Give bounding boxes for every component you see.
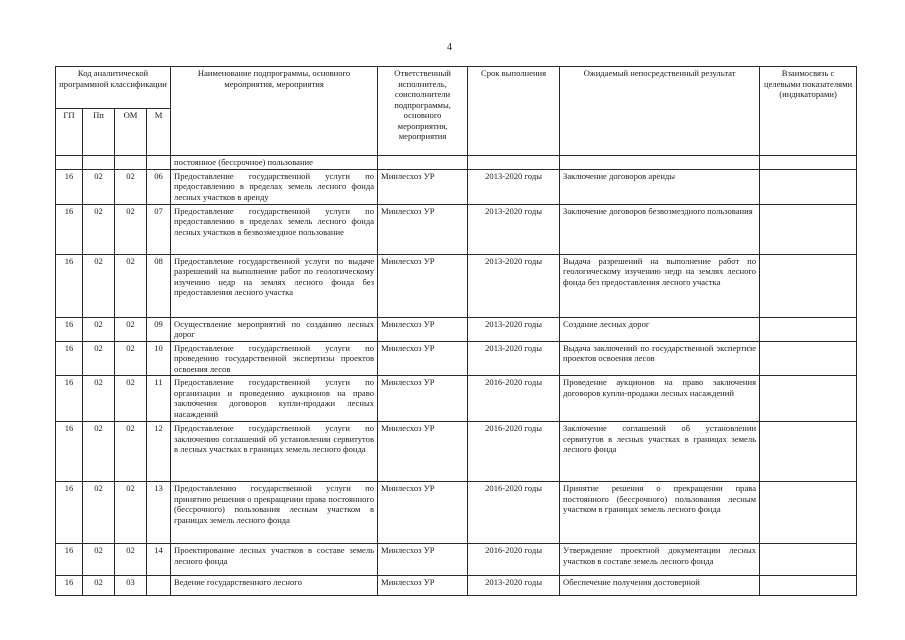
cont-result (560, 156, 760, 170)
cell-period: 2013-2020 годы (468, 317, 560, 341)
cell-period: 2016-2020 годы (468, 544, 560, 576)
cell-relation (760, 482, 857, 544)
table-row (56, 576, 857, 596)
cell-period: 2013-2020 годы (468, 576, 560, 596)
cell-m: 06 (147, 169, 171, 204)
cell-name: Проектирование лесных участков в составе земель лесного фонда (171, 544, 378, 576)
cell-relation (760, 341, 857, 376)
cell-pp: 02 (83, 341, 115, 376)
cell-gp: 16 (56, 376, 83, 422)
cell-gp: 16 (56, 254, 83, 317)
cell-gp: 16 (56, 204, 83, 254)
cell-result: Обеспечение получения достоверной (560, 576, 760, 596)
cont-om (115, 156, 147, 170)
cell-m: 13 (147, 482, 171, 544)
cell-executor: Минлесхоз УР (378, 544, 468, 576)
table-row (56, 422, 857, 482)
cell-m: 12 (147, 422, 171, 482)
cell-om: 02 (115, 169, 147, 204)
cont-gp (56, 156, 83, 170)
header-period: Срок выполнения (468, 67, 560, 156)
header-code-group: Код аналитической программной классификации (56, 67, 171, 109)
cell-executor: Минлесхоз УР (378, 376, 468, 422)
cell-name: Предоставление государственной услуги по предоставлению в пределах земель лесного фонда лесных участков в аренду (171, 169, 378, 204)
cell-gp: 16 (56, 576, 83, 596)
cell-name: Предоставление государственной услуги по проведению государственной экспертизы проектов освоения лесов (171, 341, 378, 376)
continuation-text: постоянное (бессрочное) пользование (171, 156, 378, 170)
cell-name: Осуществление мероприятий по созданию лесных дорог (171, 317, 378, 341)
cont-m (147, 156, 171, 170)
cell-om: 02 (115, 422, 147, 482)
cell-result: Заключение договоров аренды (560, 169, 760, 204)
cell-name: Предоставление государственной услуги по выдаче разрешений на выполнение работ по геологическому изучению недр на землях лесного фонда без предоставления лесного участка (171, 254, 378, 317)
cell-result: Заключение договоров безвозмездного пользования (560, 204, 760, 254)
cell-relation (760, 576, 857, 596)
cell-om: 02 (115, 254, 147, 317)
cell-result: Проведение аукционов на право заключения договоров купли-продажи лесных насаждений (560, 376, 760, 422)
cell-period: 2013-2020 годы (468, 204, 560, 254)
cell-period: 2016-2020 годы (468, 422, 560, 482)
header-om: ОМ (115, 109, 147, 156)
header-executor: Ответственный исполнитель, соисполнители подпрограммы, основного мероприятия, мероприятия (378, 67, 468, 156)
cell-om: 02 (115, 204, 147, 254)
cell-executor: Минлесхоз УР (378, 317, 468, 341)
cell-gp: 16 (56, 422, 83, 482)
cell-om: 02 (115, 544, 147, 576)
cell-executor: Минлесхоз УР (378, 482, 468, 544)
cell-pp: 02 (83, 317, 115, 341)
table-row (56, 204, 857, 254)
cell-result: Заключение соглашений об установлении сервитутов в лесных участках в границах земель лесного фонда (560, 422, 760, 482)
cell-name: Предоставлению государственной услуги по принятию решения о прекращении права постоянного (бессрочного) пользования лесным участком в границах земель лесного фонда (171, 482, 378, 544)
cell-executor: Минлесхоз УР (378, 341, 468, 376)
cell-relation (760, 169, 857, 204)
cell-name: Предоставление государственной услуги по заключению соглашений об установлении сервитутов в лесных участках в границах земель лесного фонда (171, 422, 378, 482)
table-row (56, 169, 857, 204)
cell-result: Выдача заключений по государственной экспертизе проектов освоения лесов (560, 341, 760, 376)
cell-relation (760, 204, 857, 254)
table-row (56, 482, 857, 544)
cell-om: 02 (115, 341, 147, 376)
header-pp: Пп (83, 109, 115, 156)
cell-name: Ведение государственного лесного (171, 576, 378, 596)
cell-result: Утверждение проектной документации лесных участков в составе земель лесного фонда (560, 544, 760, 576)
header-relation: Взаимосвязь с целевыми показателями (индикаторами) (760, 67, 857, 156)
cell-relation (760, 317, 857, 341)
table-row (56, 544, 857, 576)
cont-relation (760, 156, 857, 170)
cell-m (147, 576, 171, 596)
cell-executor: Минлесхоз УР (378, 204, 468, 254)
cell-om: 02 (115, 376, 147, 422)
cell-name: Предоставление государственной услуги по предоставлению в пределах земель лесного фонда лесных участков в безвозмездное пользование (171, 204, 378, 254)
header-name: Наименование подпрограммы, основного мероприятия, мероприятия (171, 67, 378, 156)
table-row (56, 317, 857, 341)
cell-period: 2013-2020 годы (468, 169, 560, 204)
cell-gp: 16 (56, 317, 83, 341)
cell-pp: 02 (83, 544, 115, 576)
cont-pp (83, 156, 115, 170)
cell-relation (760, 254, 857, 317)
cell-pp: 02 (83, 422, 115, 482)
header-result: Ожидаемый непосредственный результат (560, 67, 760, 156)
cell-gp: 16 (56, 169, 83, 204)
cell-result: Создание лесных дорог (560, 317, 760, 341)
table-row (56, 254, 857, 317)
cell-period: 2016-2020 годы (468, 376, 560, 422)
cell-executor: Минлесхоз УР (378, 422, 468, 482)
cell-pp: 02 (83, 376, 115, 422)
program-table (55, 66, 857, 596)
cell-pp: 02 (83, 254, 115, 317)
cell-executor: Минлесхоз УР (378, 254, 468, 317)
cell-relation (760, 376, 857, 422)
cell-executor: Минлесхоз УР (378, 576, 468, 596)
cont-executor (378, 156, 468, 170)
cell-executor: Минлесхоз УР (378, 169, 468, 204)
header-m: М (147, 109, 171, 156)
cell-period: 2013-2020 годы (468, 341, 560, 376)
page-number: 4 (447, 42, 452, 53)
cell-pp: 02 (83, 204, 115, 254)
cell-relation (760, 422, 857, 482)
cont-period (468, 156, 560, 170)
cell-m: 07 (147, 204, 171, 254)
cell-pp: 02 (83, 576, 115, 596)
cell-relation (760, 544, 857, 576)
cell-result: Выдача разрешений на выполнение работ по геологическому изучению недр на землях лесного фонда без предоставления лесного участка (560, 254, 760, 317)
cell-name: Предоставление государственной услуги по организации и проведению аукционов на право заключения договоров купли-продажи лесных насаждений (171, 376, 378, 422)
cell-m: 09 (147, 317, 171, 341)
cell-m: 11 (147, 376, 171, 422)
cell-pp: 02 (83, 482, 115, 544)
cell-m: 14 (147, 544, 171, 576)
table-row (56, 341, 857, 376)
header-gp: ГП (56, 109, 83, 156)
cell-m: 10 (147, 341, 171, 376)
cell-gp: 16 (56, 482, 83, 544)
cell-gp: 16 (56, 341, 83, 376)
cell-period: 2013-2020 годы (468, 254, 560, 317)
cell-om: 02 (115, 482, 147, 544)
cell-gp: 16 (56, 544, 83, 576)
cell-om: 03 (115, 576, 147, 596)
cell-pp: 02 (83, 169, 115, 204)
table-row (56, 376, 857, 422)
cell-m: 08 (147, 254, 171, 317)
cell-om: 02 (115, 317, 147, 341)
cell-period: 2016-2020 годы (468, 482, 560, 544)
cell-result: Принятие решения о прекращении права постоянного (бессрочного) пользования лесным участком в границах земель лесного фонда (560, 482, 760, 544)
